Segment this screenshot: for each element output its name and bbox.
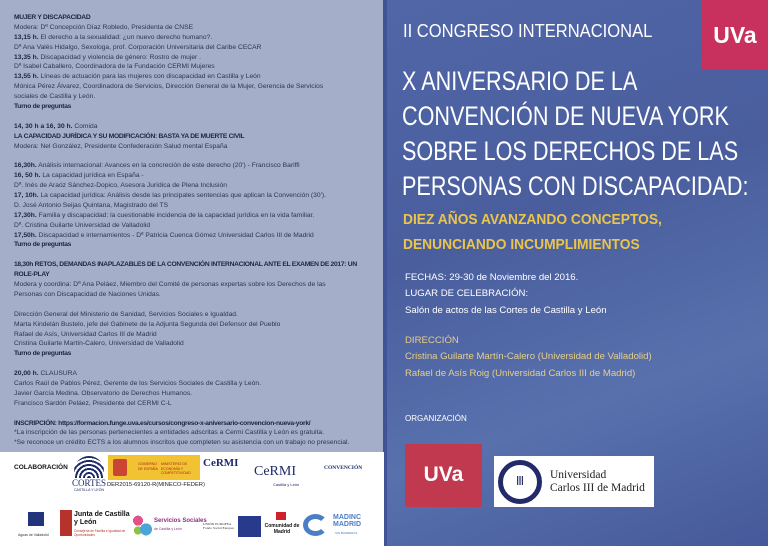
program-session <box>14 33 378 43</box>
program-heading <box>14 240 378 250</box>
program-heading <box>14 260 378 270</box>
madinc-icon <box>303 514 328 536</box>
program-line: Modera: Dª Concepción Díaz Robledo, Presidenta de CNSE <box>14 23 194 31</box>
organization-label: ORGANIZACIÓN <box>405 414 467 423</box>
madinc-sub: SIN BARRERAS <box>335 531 358 535</box>
cortes-emblem-icon <box>74 456 104 478</box>
program-heading <box>14 13 378 23</box>
session-title: El derecho a la sexualidad: ¿un nuevo derecho humano?. <box>38 33 213 41</box>
program-session <box>14 53 378 63</box>
heading-text: ROLE-PLAY <box>14 271 50 279</box>
session-time: 13,35 h. <box>14 53 39 61</box>
madinc-label: MADINC MADRID <box>333 514 361 528</box>
session-title: Análisis internacional: Avances en la concreción de este derecho (20') - Francisco Bariffi <box>36 162 300 170</box>
program-line: Dirección General del Ministerio de Sanidad, Servicios Sociales e Igualdad. <box>14 310 238 318</box>
congress-label: II CONGRESO INTERNACIONAL <box>403 21 653 41</box>
cermi-logo: CeRMI <box>203 457 239 469</box>
grant-code: DER2015-69120-R(MINECO-FEDER) <box>107 482 205 488</box>
madrid-flag <box>276 512 286 520</box>
ue-label: UNIÓN EUROPEA Fondo Social Europeo <box>203 522 235 530</box>
spacer <box>14 300 383 310</box>
director: Cristina Guilarte Martín-Calero (Universidad de Valladolid) <box>405 351 652 363</box>
ministerio-text: MINISTERIO DE ECONOMÍA Y COMPETITIVIDAD <box>160 462 191 475</box>
program-line: D. José Antonio Seijas Quintana, Magistrado del TS <box>14 201 169 209</box>
uc3m-seal-icon: Ⅲ <box>498 460 542 504</box>
session-title: Familia y discapacidad: la cuestionable incidencia de la capacidad jurídica en la vida familiar. <box>36 211 315 219</box>
program-line: sociales de Castilla y León. <box>14 93 96 101</box>
subtitle-line: DENUNCIANDO INCUMPLIMIENTOS <box>403 236 640 253</box>
program-line: Dª Ana Valés Hidalgo, Sexologa, prof. Corporación Universitaria del Caribe CECAR <box>14 43 262 51</box>
uva-logo: UVa <box>405 444 482 507</box>
comunidad-madrid-logo: Comunidad de Madrid <box>264 523 300 535</box>
cermi-cyl-sub: Castilla y León <box>273 482 300 487</box>
spacer <box>14 112 383 122</box>
program-line: Javier García Medina. Observatorio de Derechos Humanos. <box>14 389 193 397</box>
session-time: 17,30h. <box>14 211 37 219</box>
session-title: Líneas de actuación para las mujeres con discapacidad en Castilla y León <box>38 73 261 81</box>
program-line: Dª. Cristina Guilarte Universidad de Valladolid <box>14 221 151 229</box>
uc3m-name: Carlos III de Madrid <box>550 481 645 494</box>
collab-label: COLABORACIÓN <box>14 464 68 471</box>
session-title: Discapacidad y violencia de género: Rostro de mujer . <box>38 53 202 61</box>
program-panel <box>0 0 383 452</box>
cortes-subname: CASTILLA Y LEÓN <box>73 488 105 492</box>
gobierno-logo <box>108 455 200 480</box>
main-title <box>402 64 748 204</box>
program-heading <box>14 419 378 429</box>
program-line: Mónica Pérez Álvarez, Coordinadora de Servicios, Dirección General de la Mujer, Gerencia de Servicios <box>14 83 324 91</box>
title-panel <box>387 0 768 546</box>
heading-text: Turno de preguntas <box>14 350 72 358</box>
heading-text: Turno de preguntas <box>14 103 72 111</box>
session-time: 14, 30 h a 16, 30 h. <box>14 122 73 130</box>
director: Rafael de Asís Roig (Universidad Carlos III de Madrid) <box>405 367 636 379</box>
session-time: 16, 50 h. <box>14 172 41 180</box>
coat-of-arms-icon <box>113 459 127 476</box>
program-line: Personas con Discapacidad de Naciones Unidas. <box>14 290 161 298</box>
aguas-label: Aguas de Valladolid <box>18 533 49 537</box>
spacer <box>14 359 383 369</box>
program-heading <box>14 270 378 280</box>
session-time: 20,00 h. <box>14 370 39 378</box>
uc3m-logo <box>494 456 654 507</box>
program-line: *Se reconoce un crédito ECTS a los alumnos inscritos que completen su asistencia con un trabajo no presencial. <box>14 439 350 447</box>
cortes-name: CORTES <box>72 478 106 488</box>
spacer <box>14 151 383 161</box>
collaboration-logos <box>0 452 384 546</box>
program-session <box>14 171 378 181</box>
program-line: Dª. Inés de Araóz Sánchez-Dopico, Asesora Jurídica de Plena Inclusión <box>14 182 227 190</box>
cortes-logo <box>72 456 106 496</box>
title-line: CONVENCIÓN DE NUEVA YORK <box>402 101 729 131</box>
direction-label: DIRECCIÓN <box>405 335 459 346</box>
heading-text: MUJER Y DISCAPACIDAD <box>14 14 91 21</box>
program-line: Modera: Nel González, Presidente Confederación Salud mental España <box>14 142 228 150</box>
event-info <box>405 270 607 319</box>
subtitle-line: DIEZ AÑOS AVANZANDO CONCEPTOS, <box>403 211 662 228</box>
uc3m-name: Universidad <box>550 468 607 481</box>
eu-flag <box>238 516 261 537</box>
program-line: *La inscripción de las personas pertenecientes a entidades adscritas a Cermi Castilla y León es gratuita. <box>14 429 324 437</box>
program-session <box>14 191 378 201</box>
direction <box>405 333 652 382</box>
session-title: La capacidad jurídica en España - <box>40 172 144 180</box>
session-title: Comida <box>72 122 98 130</box>
session-title: Discapacidad e internamientos - Dª Patricia Cuenca Gómez Universidad Carlos III de Madrid <box>36 231 314 239</box>
program-line: Rafael de Asís, Universidad Carlos III de Madrid <box>14 330 157 338</box>
session-time: 16,30h. <box>14 162 37 170</box>
program-line: Modera y coordina: Dª Ana Peláez, Miembro del Comité de personas expertas sobre los Derechos de las <box>14 281 326 289</box>
program-heading <box>14 132 378 142</box>
info-line: FECHAS: 29-30 de Noviembre del 2016. <box>405 272 579 283</box>
program-line: Francisco Sardón Peláez, Presidente del CERMI C-L <box>14 399 172 407</box>
program-line: Marta Kindelán Bustelo, jefe del Gabinete de la Adjunta Segunda del Defensor del Pueblo <box>14 320 281 328</box>
program-session <box>14 72 378 82</box>
session-time: 17, 10h. <box>14 192 39 200</box>
program-line: Carlos Raúl de Pablos Pérez, Gerente de los Servicios Sociales de Castilla y León. <box>14 379 261 387</box>
servicios-sociales-logo <box>132 514 152 536</box>
program-heading <box>14 349 378 359</box>
ss-label: Servicios Sociales <box>154 518 207 524</box>
gobierno-text: GOBIERNO DE ESPAÑA <box>138 462 158 471</box>
session-title: CLAUSURA <box>38 370 77 378</box>
title-line: PERSONAS CON DISCAPACIDAD: <box>402 171 749 201</box>
program-session <box>14 231 378 241</box>
junta-label: Junta de Castilla y León <box>74 511 130 526</box>
program-heading <box>14 102 378 112</box>
session-time: 13,55 h. <box>14 73 39 81</box>
title-line: SOBRE LOS DERECHOS DE LAS <box>402 136 739 166</box>
junta-sub: Consejería de Familia e Igualdad de Oportunidades <box>74 529 126 537</box>
spacer <box>14 409 383 419</box>
program-session <box>14 211 378 221</box>
program-session <box>14 369 378 379</box>
junta-logo <box>60 510 72 536</box>
heading-text: 18,30h RETOS, DEMANDAS INAPLAZABLES DE LA CONVENCIÓN INTERNACIONAL ANTE EL EXAMEN DE 2017: UN <box>14 261 357 269</box>
session-title: La capacidad jurídica: Análisis desde las principales sentencias que aplican la Convención (30'). <box>38 192 326 200</box>
session-time: 17,50h. <box>14 231 37 239</box>
subtitle <box>403 207 662 257</box>
info-line: LUGAR DE CELEBRACIÓN: <box>405 288 529 300</box>
ss-sub: de Castilla y León <box>154 527 182 531</box>
program-line: Cristina Guilarte Martín-Calero, Universidad de Valladolid <box>14 340 184 348</box>
uva-logo-top: UVa <box>702 0 768 70</box>
heading-text: INSCRIPCIÓN: https://formacion.funge.uva.es/cursos/congreso-x-aniversario-convencion-nueva-york/ <box>14 419 311 427</box>
heading-text: LA CAPACIDAD JURÍDICA Y SU MODIFICACIÓN: BASTA YA DE MUERTE CIVIL <box>14 132 245 140</box>
aguas-logo <box>28 512 44 526</box>
convencion-logo: CONVENCIÓN <box>324 465 363 471</box>
heading-text: Turno de preguntas <box>14 241 72 249</box>
program-session <box>14 122 378 132</box>
spacer <box>14 250 383 260</box>
title-line: X ANIVERSARIO DE LA <box>402 66 638 96</box>
program-session <box>14 161 378 171</box>
program-line: Dª Isabel Caballero, Coordinadora de la Fundación CERMI Mujeres <box>14 63 215 71</box>
session-time: 13,15 h. <box>14 33 39 41</box>
cermi-cyl-logo: CeRMI <box>254 464 296 479</box>
info-line: Salón de actos de las Cortes de Castilla y León <box>405 304 607 316</box>
